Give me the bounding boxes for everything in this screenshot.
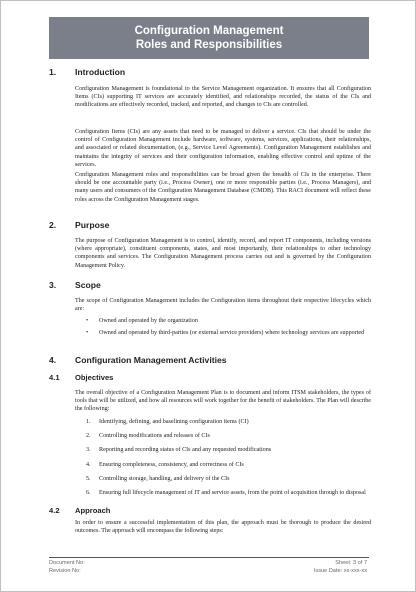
subsection-4-2-paragraph: In order to ensure a successful implementation of this plan, the approach must be thorough to produce the desired outcomes. The approach will encompass the following steps: [75, 520, 371, 535]
section-1-paragraph-3: Configuration Management roles and responsibilities can be broad given the breadth of CIs in the enterprise. There should be one accountable party (i.e., Process Owner), one or more responsible parties (i.e., Process Managers), and many users and consumers of the Configuration Management Database (CMDB). This RACI document will reflect these roles across the Configuration Management stages. [75, 172, 371, 203]
section-2-number: 2. [49, 220, 57, 230]
subsection-4-2-title: Approach [75, 506, 111, 515]
section-1-paragraph-1: Configuration Management is foundational to the Service Management organization. It ensures that all Configuration Items (CIs) supporting IT services are accurately identified, and relationships recorded, the status of the CIs and modifications are effectively recorded, tracked, and reported, and changes to CIs are controlled. [75, 86, 371, 109]
list-item-text: Identifying, defining, and baselining configuration items (CI) [99, 419, 249, 425]
section-1-number: 1. [49, 67, 57, 77]
list-item [75, 475, 371, 483]
list-item [75, 446, 371, 454]
list-item [75, 418, 371, 426]
footer-issue-date: Issue Date: xx-xxx-xx [313, 568, 367, 574]
objectives-numbered-list [75, 418, 371, 503]
section-3-heading [49, 280, 101, 290]
scope-bullet-list [75, 317, 371, 341]
section-1-heading [49, 67, 125, 77]
list-item-number: 1. [86, 419, 91, 425]
document-title-banner [49, 17, 369, 59]
list-item-number: 6. [86, 490, 91, 497]
subsection-4-2-number: 4.2 [49, 506, 60, 515]
footer-revision-no: Revision No: [49, 568, 81, 574]
subsection-4-1-title: Objectives [75, 373, 114, 382]
subsection-4-1-number: 4.1 [49, 373, 60, 382]
section-1-title: Introduction [75, 67, 126, 77]
section-3-number: 3. [49, 280, 57, 290]
section-4-heading [49, 355, 227, 365]
list-item-number: 2. [86, 433, 91, 440]
list-item: • Owned and operated by third-parties (or external service providers) where technology services are supported [75, 329, 371, 337]
subsection-4-1-paragraph: The overall objective of a Configuration Management Plan is to document and inform ITSM stakeholders, the types of tools that will be utilized, and how all resources will work together for the benefit of stakeholders. The Plan will describe the following: [75, 390, 371, 413]
list-item-text: Ensuring full lifecycle management of IT and service assets, from the point of acquisition through to disposal [99, 490, 366, 497]
list-item [75, 432, 371, 440]
footer-sheet: Sheet: 3 of 7 [335, 560, 367, 566]
footer-document-no: Document No: [49, 560, 85, 566]
list-item-number: 3. [86, 447, 91, 454]
section-1-paragraph-2: Configuration Items (CIs) are any assets that need to be managed to deliver a service. CIs that should be under the control of Configuration Management include hardware, software, systems, services, applications, their relationships, and associated or related documentation, (e.g., Service Level Agreements). Configuration Management establishes and maintains the integrity of services and their configuration information, enabling effective control and uptime of the services. [75, 129, 371, 168]
section-2-heading [49, 220, 109, 230]
list-item-text: Controlling modifications and releases of CIs [99, 433, 210, 440]
section-4-title: Configuration Management Activities [75, 355, 227, 365]
list-item-number: 5. [86, 475, 91, 482]
section-4-number: 4. [49, 355, 57, 365]
document-title-line2: Roles and Responsibilities [135, 39, 283, 51]
footer-divider [49, 557, 369, 558]
document-title-line1: Configuration Management [134, 25, 284, 37]
subsection-4-1-heading [49, 373, 113, 382]
list-item [75, 461, 371, 469]
list-item-text: Reporting and recording status of CIs and any requested modifications [99, 447, 272, 454]
list-item-number: 4. [86, 461, 91, 468]
section-2-title: Purpose [75, 220, 110, 230]
list-item-text: Controlling storage, handling, and delivery of the CIs [99, 475, 230, 482]
section-3-title: Scope [75, 280, 101, 290]
list-item-text: Ensuring completeness, consistency, and correctness of CIs [99, 461, 244, 468]
section-3-paragraph-1: The scope of Configuration Management includes the Configuration items throughout their respective lifecycles which are: [75, 298, 371, 313]
subsection-4-2-heading [49, 506, 110, 515]
section-2-paragraph-1: The purpose of Configuration Management is to control, identify, record, and report IT components, including versions (where appropriate), constituent components, states, and most importantly, their relationships to other technology components and services. The Configuration Management process carries out and is governed by the Configuration Management Policy. [75, 238, 371, 269]
list-item: • Owned and operated by the organization [75, 317, 371, 325]
list-item [75, 489, 371, 497]
